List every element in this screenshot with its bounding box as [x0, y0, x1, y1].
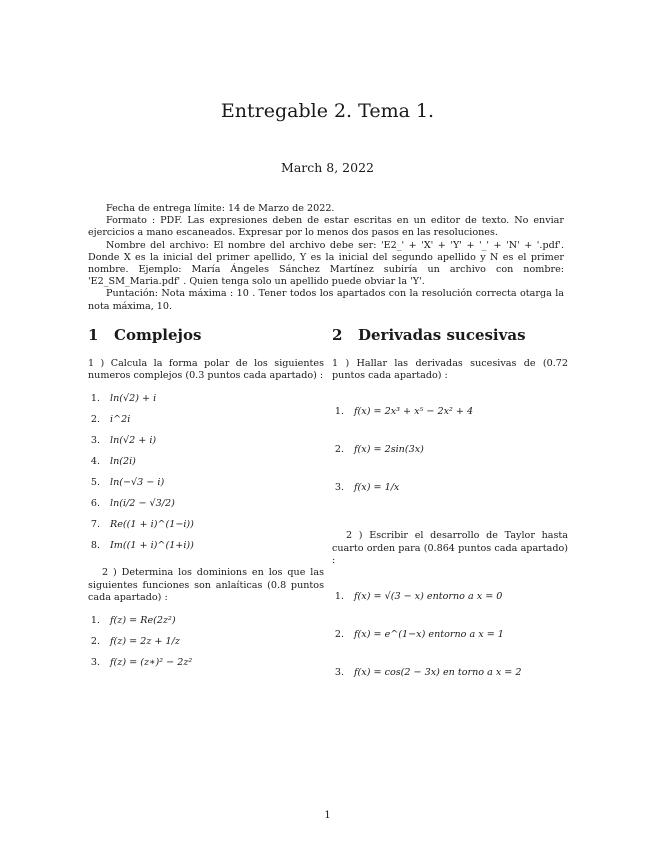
item-number: 1.	[334, 591, 344, 603]
math-expression: ln(2i)	[110, 456, 136, 468]
instruction-deadline: Fecha de entrega límite: 14 de Marzo de 2022.	[106, 203, 335, 214]
math-expression: i^2i	[110, 414, 131, 426]
item-number: 2.	[334, 629, 344, 641]
item-number: 5.	[90, 477, 100, 489]
math-expression: f(z) = 2z + 1/z	[110, 636, 180, 648]
list-item	[332, 667, 568, 705]
list-item	[88, 393, 324, 414]
document-date: March 8, 2022	[281, 160, 374, 175]
instruction-grading: Puntación: Nota máxima : 10 . Tener todos los apartados con la resolución correcta otarga la nota máxima, 10.	[88, 288, 564, 312]
list-item	[88, 414, 324, 435]
list-item	[88, 615, 324, 636]
document-title: Entregable 2. Tema 1.	[220, 100, 435, 122]
section-heading	[88, 326, 324, 344]
item-number: 1.	[334, 406, 344, 418]
question-1: 1 ) Hallar las derivadas sucesivas de (0.72 puntos cada apartado) :	[332, 358, 568, 382]
section-title: Complejos	[114, 326, 202, 344]
page-number: 1	[324, 810, 331, 821]
question-2: 2 ) Determina los dominions en los que las siguientes funciones son anlaíticas (0.8 puntos cada apartado) :	[88, 567, 324, 603]
math-expression: Im((1 + i)^(1+i))	[110, 540, 194, 552]
math-expression: f(x) = 2sin(3x)	[354, 444, 424, 456]
item-number: 7.	[90, 519, 100, 531]
list-item	[88, 657, 324, 678]
item-number: 1.	[90, 615, 100, 627]
math-expression: f(x) = √(3 − x) entorno a x = 0	[354, 591, 503, 603]
list-item	[88, 636, 324, 657]
item-number: 8.	[90, 540, 100, 552]
math-expression: ln(√2) + i	[110, 393, 157, 405]
section-number: 1	[88, 326, 99, 344]
math-expression: ln(i/2 − √3/2)	[110, 498, 175, 510]
item-number: 3.	[90, 435, 100, 447]
list-item	[88, 540, 324, 561]
item-number: 3.	[334, 482, 344, 494]
section-complejos	[88, 326, 324, 678]
item-number: 3.	[334, 667, 344, 679]
list-item	[332, 444, 568, 482]
section-title: Derivadas sucesivas	[358, 326, 526, 344]
item-list	[332, 591, 568, 705]
math-expression: ln(−√3 − i)	[110, 477, 165, 489]
math-expression: f(x) = e^(1−x) entorno a x = 1	[354, 629, 504, 641]
question-1: 1 ) Calcula la forma polar de los siguientes numeros complejos (0.3 puntos cada apartado) :	[88, 358, 324, 382]
item-list	[88, 393, 324, 561]
list-item	[88, 456, 324, 477]
item-number: 1.	[90, 393, 100, 405]
section-number: 2	[332, 326, 343, 344]
item-list	[88, 615, 324, 678]
math-expression: f(z) = (z∗)² − 2z²	[110, 657, 193, 669]
instructions	[88, 203, 564, 313]
list-item	[332, 629, 568, 667]
list-item	[88, 498, 324, 519]
math-expression: ln(√2 + i)	[110, 435, 157, 447]
instruction-filename: Nombre del archivo: El nombre del archivo debe ser: 'E2_' + 'X' + 'Y' + '_' + 'N' + '.pdf'. Donde X es la inicial del primer apellido, Y es la inicial del segundo apellido y N es el primer nombre. Ejemplo: María Ángeles Sánchez Martínez subiría un archivo con nombre: 'E2_SM_Maria.pdf' . Quien tenga solo un apellido puede obviar la 'Y'.	[88, 239, 564, 288]
item-number: 2.	[90, 636, 100, 648]
question-2: 2 ) Escribir el desarrollo de Taylor hasta cuarto orden para (0.864 puntos cada apartado) :	[332, 530, 568, 566]
section-heading	[332, 326, 568, 344]
instruction-format: Formato : PDF. Las expresiones deben de estar escritas en un editor de texto. No enviar ejercicios a mano escaneados. Expresar por lo menos dos pasos en las resoluciones.	[88, 215, 564, 239]
math-expression: f(z) = Re(2z²)	[110, 615, 176, 627]
item-number: 4.	[90, 456, 100, 468]
item-number: 2.	[90, 414, 100, 426]
list-item	[332, 482, 568, 520]
math-expression: f(x) = 1/x	[354, 482, 400, 494]
section-derivadas	[332, 326, 568, 705]
math-expression: Re((1 + i)^(1−i))	[110, 519, 194, 531]
list-item	[332, 591, 568, 629]
list-item	[332, 406, 568, 444]
item-number: 6.	[90, 498, 100, 510]
item-number: 3.	[90, 657, 100, 669]
math-expression: f(x) = cos(2 − 3x) en torno a x = 2	[354, 667, 522, 679]
item-list	[332, 406, 568, 520]
math-expression: f(x) = 2x³ + x⁵ − 2x² + 4	[354, 406, 474, 418]
list-item	[88, 519, 324, 540]
item-number: 2.	[334, 444, 344, 456]
list-item	[88, 477, 324, 498]
list-item	[88, 435, 324, 456]
